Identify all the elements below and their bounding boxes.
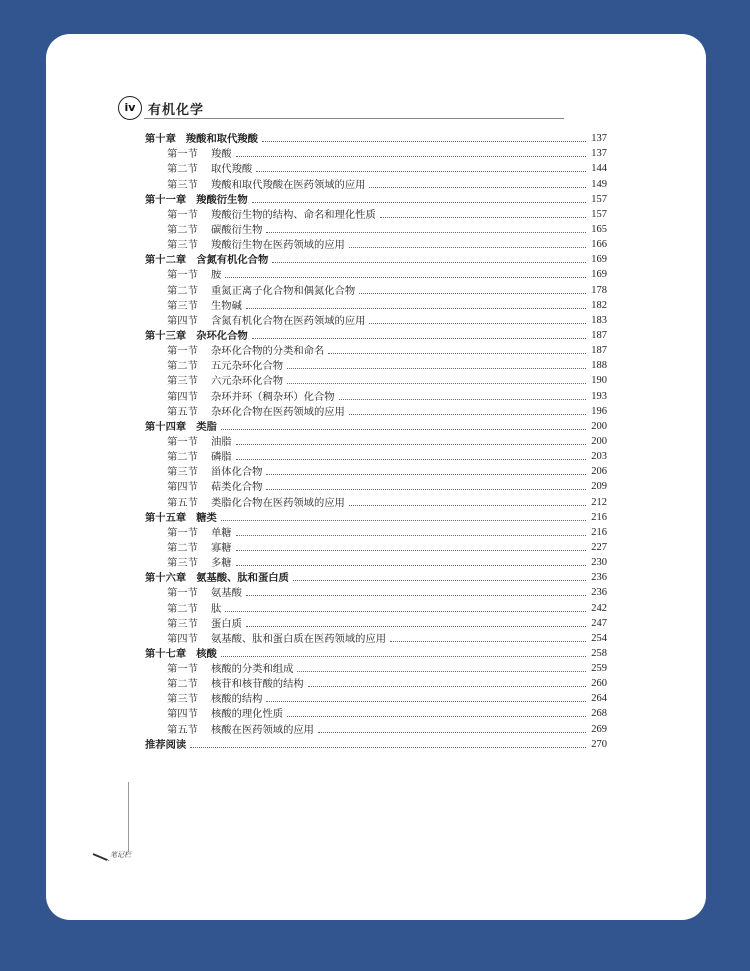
toc-page-number: 216: [591, 526, 607, 538]
toc-entry-number: 第三节: [167, 693, 198, 706]
leader-dots: [369, 187, 586, 188]
toc-page-number: 178: [591, 284, 607, 296]
toc-page-number: 227: [591, 541, 607, 553]
leader-dots: [246, 595, 586, 596]
toc-section-row[interactable]: [145, 448, 607, 463]
toc-entry-title: 取代羧酸: [211, 163, 253, 176]
toc-entry-number: 第四节: [167, 708, 198, 721]
toc-page-number: 200: [591, 420, 607, 432]
toc-section-row[interactable]: [145, 630, 607, 645]
toc-page-number: 230: [591, 557, 607, 569]
toc-entry-title: 羧酸衍生物在医药领域的应用: [211, 239, 345, 252]
toc-entry-number: 第二节: [167, 541, 198, 554]
toc-entry-number: 第一节: [167, 345, 198, 358]
toc-entry-title: 核苷和核苷酸的结构: [211, 678, 304, 691]
toc-entry-number: 第三节: [167, 299, 198, 312]
toc-entry-number: 第十二章: [145, 254, 187, 267]
toc-section-row[interactable]: [145, 690, 607, 705]
toc-entry-number: 第三节: [167, 375, 198, 388]
toc-entry-title: 类脂化合物在医药领域的应用: [211, 496, 345, 509]
toc-page-number: 203: [591, 451, 607, 463]
toc-chapter-row[interactable]: [145, 645, 607, 660]
toc-page-number: 144: [591, 163, 607, 175]
toc-chapter-row[interactable]: [145, 569, 607, 584]
toc-section-row[interactable]: [145, 236, 607, 251]
toc-entry-title: 羧酸和取代羧酸: [185, 133, 258, 146]
leader-dots: [262, 141, 586, 142]
toc-page-number: 137: [591, 133, 607, 145]
leader-dots: [236, 535, 586, 536]
toc-entry-title: 推荐阅读: [145, 738, 187, 751]
toc-page-number: 236: [591, 572, 607, 584]
toc-section-row[interactable]: [145, 403, 607, 418]
leader-dots: [380, 217, 586, 218]
toc-entry-number: 第二节: [167, 451, 198, 464]
toc-page-number: 169: [591, 269, 607, 281]
leader-dots: [293, 580, 586, 581]
table-of-contents: [145, 130, 607, 751]
leader-dots: [349, 247, 586, 248]
toc-page-number: 206: [591, 466, 607, 478]
toc-section-row[interactable]: [145, 387, 607, 402]
toc-section-row[interactable]: [145, 221, 607, 236]
leader-dots: [221, 429, 586, 430]
leader-dots: [252, 202, 586, 203]
leader-dots: [266, 489, 586, 490]
toc-entry-number: 第四节: [167, 481, 198, 494]
toc-entry-title: 胺: [211, 269, 222, 282]
toc-entry-title: 糖类: [196, 511, 217, 524]
toc-entry-number: 第十三章: [145, 329, 187, 342]
toc-section-row[interactable]: [145, 554, 607, 569]
toc-section-row[interactable]: [145, 660, 607, 675]
toc-section-row[interactable]: [145, 675, 607, 690]
toc-entry-number: 第十章: [145, 133, 176, 146]
toc-page-number: 247: [591, 617, 607, 629]
leader-dots: [272, 262, 586, 263]
toc-entry-title: 核酸的分类和组成: [211, 663, 294, 676]
toc-section-row[interactable]: [145, 599, 607, 614]
toc-page-number: 149: [591, 178, 607, 190]
toc-entry-number: 第二节: [167, 602, 198, 615]
toc-entry-number: 第四节: [167, 632, 198, 645]
toc-entry-title: 蛋白质: [211, 617, 242, 630]
toc-page-number: 269: [591, 723, 607, 735]
toc-page-number: 137: [591, 148, 607, 160]
toc-entry-number: 第二节: [167, 284, 198, 297]
toc-entry-title: 油脂: [211, 435, 232, 448]
toc-page-number: 188: [591, 360, 607, 372]
toc-section-row[interactable]: [145, 297, 607, 312]
toc-entry-number: 第一节: [167, 663, 198, 676]
toc-entry-title: 核酸: [196, 647, 217, 660]
toc-entry-title: 杂环化合物在医药领域的应用: [211, 405, 345, 418]
toc-entry-title: 杂环并环（稠杂环）化合物: [211, 390, 335, 403]
header-rule: [144, 118, 564, 119]
leader-dots: [256, 171, 586, 172]
toc-page-number: 216: [591, 511, 607, 523]
toc-page-number: 169: [591, 254, 607, 266]
toc-page-number: 268: [591, 708, 607, 720]
toc-entry-number: 第五节: [167, 496, 198, 509]
toc-section-row[interactable]: [145, 705, 607, 720]
toc-entry-title: 六元杂环化合物: [211, 375, 284, 388]
toc-section-row[interactable]: [145, 145, 607, 160]
leader-dots: [328, 353, 586, 354]
toc-section-row[interactable]: [145, 342, 607, 357]
toc-entry-number: 第十一章: [145, 193, 187, 206]
toc-entry-number: 第一节: [167, 587, 198, 600]
toc-page-number: 190: [591, 375, 607, 387]
leader-dots: [246, 626, 586, 627]
toc-entry-number: 第二节: [167, 360, 198, 373]
toc-page-number: 187: [591, 329, 607, 341]
toc-entry-number: 第四节: [167, 390, 198, 403]
toc-entry-number: 第一节: [167, 269, 198, 282]
toc-chapter-row[interactable]: [145, 418, 607, 433]
toc-chapter-row[interactable]: [145, 191, 607, 206]
book-title: 有机化学: [148, 103, 205, 118]
toc-entry-number: 第二节: [167, 678, 198, 691]
toc-page-number: 157: [591, 208, 607, 220]
leader-dots: [287, 368, 586, 369]
toc-section-row[interactable]: [145, 539, 607, 554]
toc-entry-title: 含氮有机化合物: [196, 254, 269, 267]
toc-page-number: 236: [591, 587, 607, 599]
toc-section-row[interactable]: [145, 433, 607, 448]
toc-page-number: 258: [591, 647, 607, 659]
toc-entry-number: 第一节: [167, 148, 198, 161]
toc-page-number: 166: [591, 239, 607, 251]
toc-entry-title: 含氮有机化合物在医药领域的应用: [211, 314, 366, 327]
leader-dots: [390, 641, 586, 642]
toc-entry-title: 生物碱: [211, 299, 242, 312]
leader-dots: [252, 338, 586, 339]
leader-dots: [266, 232, 586, 233]
pen-icon: [92, 852, 110, 862]
toc-section-row[interactable]: [145, 615, 607, 630]
toc-chapter-row[interactable]: [145, 736, 607, 751]
toc-chapter-row[interactable]: [145, 509, 607, 524]
toc-section-row[interactable]: [145, 584, 607, 599]
toc-section-row[interactable]: [145, 493, 607, 508]
leader-dots: [287, 383, 586, 384]
toc-page-number: 183: [591, 314, 607, 326]
toc-entry-number: 第三节: [167, 466, 198, 479]
toc-entry-title: 羧酸和取代羧酸在医药领域的应用: [211, 178, 366, 191]
leader-dots: [266, 474, 586, 475]
toc-entry-title: 磷脂: [211, 451, 232, 464]
toc-page-number: 270: [591, 738, 607, 750]
leader-dots: [236, 565, 586, 566]
leader-dots: [236, 444, 586, 445]
leader-dots: [349, 414, 586, 415]
page-number-badge: iv: [118, 96, 142, 120]
leader-dots: [236, 459, 586, 460]
toc-entry-title: 寡糖: [211, 541, 232, 554]
toc-entry-number: 第五节: [167, 405, 198, 418]
toc-page-number: 187: [591, 345, 607, 357]
leader-dots: [287, 716, 586, 717]
toc-page-number: 260: [591, 678, 607, 690]
toc-entry-number: 第一节: [167, 435, 198, 448]
margin-rule: [128, 782, 129, 852]
leader-dots: [225, 277, 586, 278]
toc-page-number: 165: [591, 223, 607, 235]
toc-page-number: 196: [591, 405, 607, 417]
toc-entry-number: 第十四章: [145, 420, 187, 433]
toc-section-row[interactable]: [145, 357, 607, 372]
toc-entry-title: 羧酸衍生物的结构、命名和理化性质: [211, 208, 376, 221]
toc-section-row[interactable]: [145, 160, 607, 175]
toc-section-row[interactable]: [145, 266, 607, 281]
leader-dots: [349, 505, 586, 506]
toc-chapter-row[interactable]: [145, 327, 607, 342]
toc-entry-title: 杂环化合物: [196, 329, 248, 342]
toc-page-number: 264: [591, 693, 607, 705]
toc-page-number: 242: [591, 602, 607, 614]
toc-entry-title: 羧酸衍生物: [196, 193, 248, 206]
leader-dots: [236, 550, 586, 551]
toc-entry-title: 核酸在医药领域的应用: [211, 723, 314, 736]
toc-chapter-row[interactable]: [145, 130, 607, 145]
toc-entry-title: 杂环化合物的分类和命名: [211, 345, 325, 358]
leader-dots: [236, 156, 586, 157]
leader-dots: [297, 671, 586, 672]
toc-page-number: 200: [591, 435, 607, 447]
toc-entry-number: 第三节: [167, 239, 198, 252]
toc-page-number: 193: [591, 390, 607, 402]
toc-entry-title: 氨基酸、肽和蛋白质: [196, 572, 289, 585]
toc-entry-title: 碳酸衍生物: [211, 223, 263, 236]
toc-entry-title: 氨基酸、肽和蛋白质在医药领域的应用: [211, 632, 387, 645]
page-header: [118, 96, 568, 122]
leader-dots: [190, 747, 586, 748]
toc-entry-number: 第二节: [167, 223, 198, 236]
toc-section-row[interactable]: [145, 281, 607, 296]
toc-entry-title: 核酸的结构: [211, 693, 263, 706]
toc-entry-title: 甾体化合物: [211, 466, 263, 479]
toc-entry-title: 重氮正离子化合物和偶氮化合物: [211, 284, 356, 297]
toc-page-number: 182: [591, 299, 607, 311]
toc-entry-title: 核酸的理化性质: [211, 708, 284, 721]
leader-dots: [359, 293, 586, 294]
leader-dots: [339, 399, 586, 400]
toc-entry-number: 第三节: [167, 178, 198, 191]
leader-dots: [369, 323, 586, 324]
toc-entry-title: 羧酸: [211, 148, 232, 161]
toc-entry-title: 类脂: [196, 420, 217, 433]
toc-section-row[interactable]: [145, 312, 607, 327]
toc-page-number: 254: [591, 632, 607, 644]
toc-entry-number: 第十七章: [145, 647, 187, 660]
leader-dots: [225, 611, 586, 612]
toc-entry-number: 第一节: [167, 526, 198, 539]
leader-dots: [318, 732, 586, 733]
toc-section-row[interactable]: [145, 524, 607, 539]
toc-entry-title: 萜类化合物: [211, 481, 263, 494]
toc-entry-number: 第三节: [167, 557, 198, 570]
toc-section-row[interactable]: [145, 175, 607, 190]
toc-entry-number: 第二节: [167, 163, 198, 176]
toc-section-row[interactable]: [145, 463, 607, 478]
toc-entry-title: 肽: [211, 602, 222, 615]
toc-chapter-row[interactable]: [145, 251, 607, 266]
toc-page-number: 157: [591, 193, 607, 205]
toc-entry-number: 第四节: [167, 314, 198, 327]
toc-page-number: 259: [591, 663, 607, 675]
toc-section-row[interactable]: [145, 720, 607, 735]
toc-section-row[interactable]: [145, 206, 607, 221]
toc-section-row[interactable]: [145, 478, 607, 493]
leader-dots: [266, 701, 586, 702]
toc-entry-title: 氨基酸: [211, 587, 242, 600]
leader-dots: [221, 656, 586, 657]
toc-entry-title: 单糖: [211, 526, 232, 539]
notes-column-label: 笔记栏: [110, 851, 131, 859]
toc-entry-number: 第一节: [167, 208, 198, 221]
toc-entry-title: 多糖: [211, 557, 232, 570]
leader-dots: [308, 686, 586, 687]
leader-dots: [246, 308, 586, 309]
toc-entry-number: 第十五章: [145, 511, 187, 524]
toc-entry-number: 第三节: [167, 617, 198, 630]
toc-entry-number: 第五节: [167, 723, 198, 736]
toc-section-row[interactable]: [145, 372, 607, 387]
toc-entry-title: 五元杂环化合物: [211, 360, 284, 373]
toc-entry-number: 第十六章: [145, 572, 187, 585]
toc-page-number: 209: [591, 481, 607, 493]
toc-page-number: 212: [591, 496, 607, 508]
leader-dots: [221, 520, 586, 521]
